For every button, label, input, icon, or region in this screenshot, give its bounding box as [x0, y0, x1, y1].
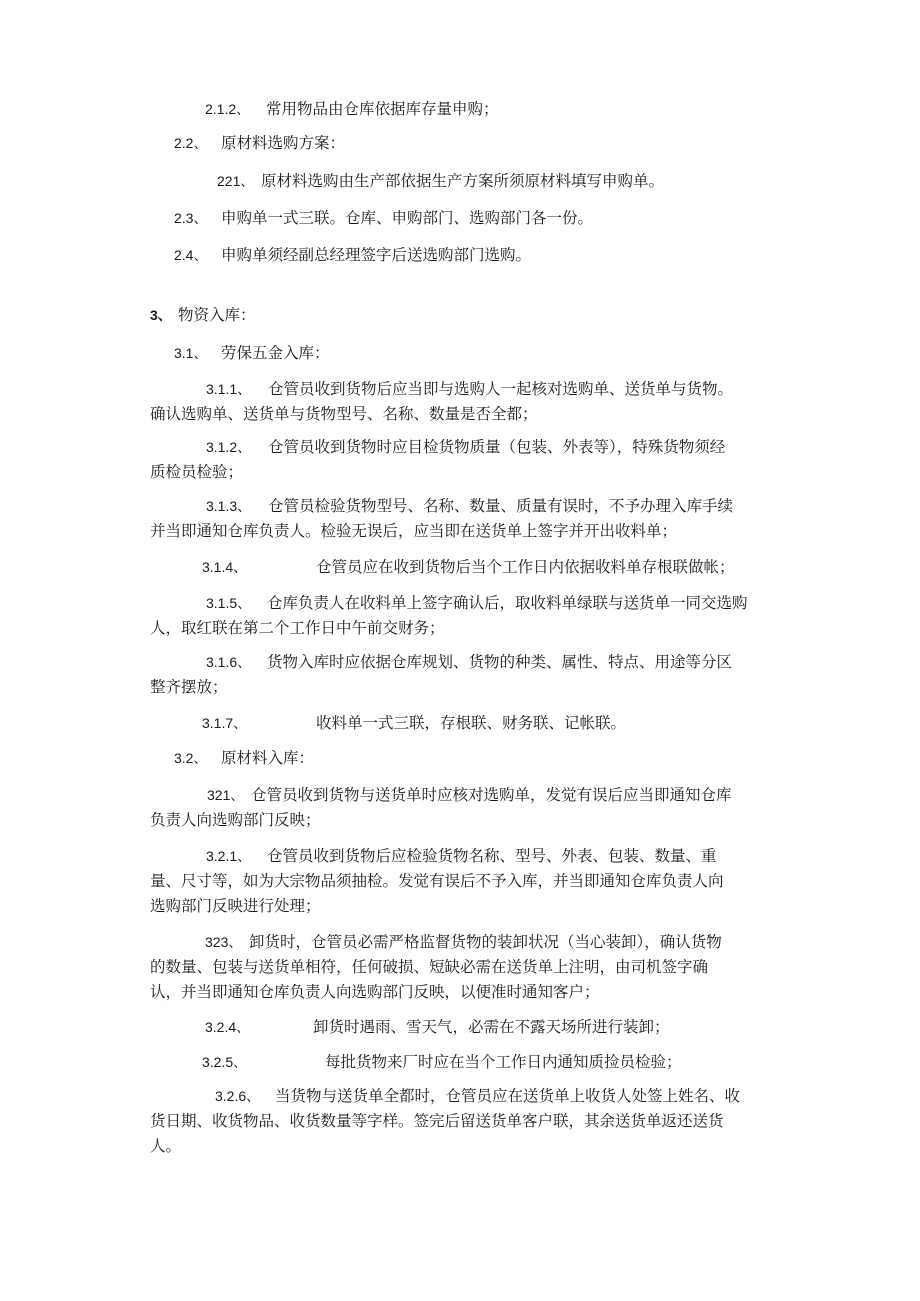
item-number: 3.1.2、: [206, 439, 252, 455]
item-number: 3.1.6、: [206, 654, 252, 670]
item-number: 2.1.2、: [205, 101, 251, 117]
item-text: 仓管员收到货物与送货单时应核对选购单，发觉有误后应当即通知仓库: [251, 786, 732, 804]
item-text: 申购单须经副总经理签字后送选购部门选购。: [221, 246, 532, 264]
item-number: 323、: [205, 934, 243, 950]
item-text: 申购单一式三联。仓库、申购部门、选购部门各一份。: [221, 209, 594, 227]
item-text: 仓管员收到货物后应检验货物名称、型号、外表、包装、数量、重: [267, 847, 717, 865]
item-text: 负责人向选购部门反映；: [150, 811, 321, 829]
item-number: 3.1.3、: [206, 498, 252, 514]
item-number: 3.1.4、: [202, 559, 248, 575]
item-number: 221、: [217, 173, 255, 189]
item-text: 货物入库时应依据仓库规划、货物的种类、属性、特点、用途等分区: [267, 653, 733, 671]
item-text: 原材料入库：: [221, 749, 315, 767]
item-number: 2.4、: [174, 247, 208, 263]
item-number: 3.1.7、: [202, 715, 248, 731]
item-text: 质检员检验；: [150, 463, 244, 481]
item-number: 2.2、: [174, 135, 208, 151]
item-text: 仓管员收到货物后应当即与选购人一起核对选购单、送货单与货物。: [268, 380, 734, 398]
item-text: 卸货时，仓管员必需严格监督货物的装卸状况（当心装卸），确认货物: [249, 933, 722, 951]
item-text: 收料单一式三联，存根联、财务联、记帐联。: [316, 714, 627, 732]
item-number: 3.2.4、: [205, 1019, 251, 1035]
item-number: 3.2.1、: [206, 848, 252, 864]
item-text: 货日期、收货物品、收货数量等字样。签完后留送货单客户联，其余送货单返还送货: [150, 1112, 724, 1130]
item-text: 劳保五金入库：: [221, 344, 330, 362]
item-number: 3.2.6、: [215, 1088, 261, 1104]
section-title: 物资入库：: [178, 306, 256, 324]
item-text: 整齐摆放；: [150, 678, 228, 696]
item-number: 3.2、: [174, 750, 208, 766]
item-text: 量、尺寸等，如为大宗物品须抽检。发觉有误后不予入库，并当即通知仓库负责人向: [150, 872, 724, 890]
item-text: 确认选购单、送货单与货物型号、名称、数量是否全都；: [150, 405, 538, 423]
item-text: 每批货物来厂时应在当个工作日内通知质捡员检验；: [325, 1053, 682, 1071]
item-number: 3.2.5、: [202, 1054, 248, 1070]
item-text: 仓管员检验货物型号、名称、数量、质量有误时，不予办理入库手续: [268, 497, 734, 515]
item-text: 人，取红联在第二个工作日中午前交财务；: [150, 619, 445, 637]
item-text: 常用物品由仓库依据库存量申购；: [266, 100, 499, 118]
item-text: 选购部门反映进行处理；: [150, 897, 321, 915]
item-text: 当货物与送货单全都时，仓管员应在送货单上收货人处签上姓名、收: [275, 1087, 741, 1105]
item-number: 3.1、: [174, 345, 208, 361]
item-number: 321、: [207, 787, 245, 803]
item-text: 认，并当即通知仓库负责人向选购部门反映，以便准时通知客户；: [150, 983, 600, 1001]
item-text: 并当即通知仓库负责人。检验无误后，应当即在送货单上签字并开出收料单；: [150, 522, 678, 540]
item-text: 原材料选购由生产部依据生产方案所须原材料填写申购单。: [261, 172, 665, 190]
item-text: 仓库负责人在收料单上签字确认后，取收料单绿联与送货单一同交选购: [267, 594, 748, 612]
item-text: 卸货时遇雨、雪天气，必需在不露天场所进行装卸；: [313, 1018, 670, 1036]
item-text: 人。: [150, 1137, 182, 1155]
item-text: 的数量、包装与送货单相符，任何破损、短缺必需在送货单上注明，由司机签字确: [150, 958, 709, 976]
item-number: 3.1.1、: [206, 381, 252, 397]
item-number: 2.3、: [174, 210, 208, 226]
item-text: 原材料选购方案：: [221, 134, 346, 152]
item-number: 3.1.5、: [206, 595, 252, 611]
item-text: 仓管员应在收到货物后当个工作日内依据收料单存根联做帐；: [316, 558, 735, 576]
section-number: 3、: [150, 307, 172, 323]
item-text: 仓管员收到货物时应目检货物质量（包装、外表等），特殊货物须经: [268, 438, 726, 456]
